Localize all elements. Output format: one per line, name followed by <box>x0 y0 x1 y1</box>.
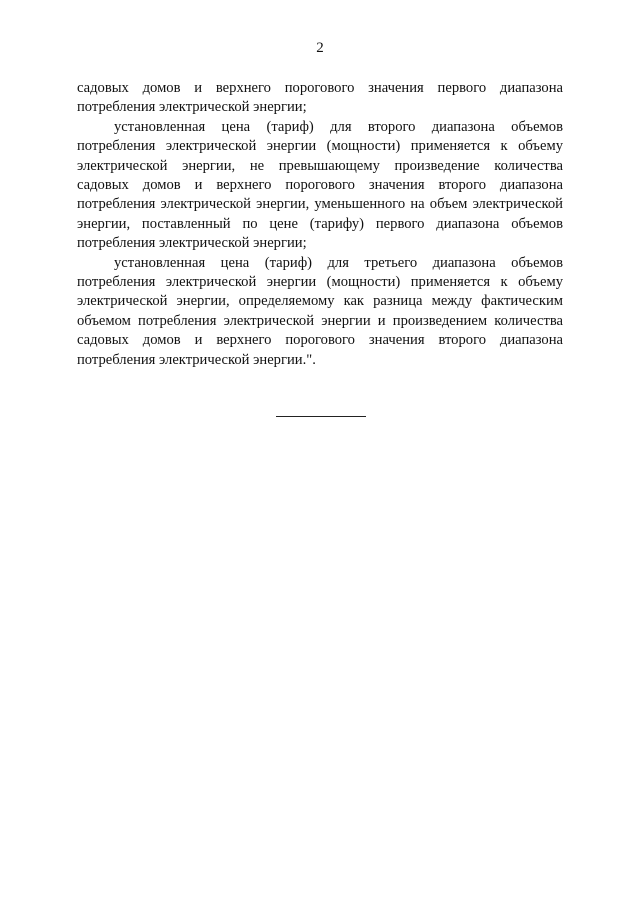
paragraph-third-range-tariff: установленная цена (тариф) для третьего диапазона объемов потребления электрической энергии (мощности) применяется к объему электрической энергии, определяемому как разница между фактическим объемом потребления электрической энергии и произведением количества садовых домов и верхнего порогового значения второго диапазона потребления электрической энергии.". <box>77 254 563 368</box>
paragraph-second-range-tariff: установленная цена (тариф) для второго диапазона объемов потребления электрической энергии (мощности) применяется к объему электрической энергии, не превышающему произведение количества садовых домов и верхнего порогового значения второго диапазона потребления электрической энергии, уменьшенного на объем электрической энергии, поставленный по цене (тарифу) первого диапазона объемов потребления электрической энергии; <box>77 118 563 252</box>
end-of-document-rule <box>276 416 366 417</box>
paragraph-continuation: садовых домов и верхнего порогового значения первого диапазона потребления электрической энергии; <box>77 80 563 116</box>
page-number: 2 <box>316 40 324 56</box>
document-body <box>77 79 563 370</box>
